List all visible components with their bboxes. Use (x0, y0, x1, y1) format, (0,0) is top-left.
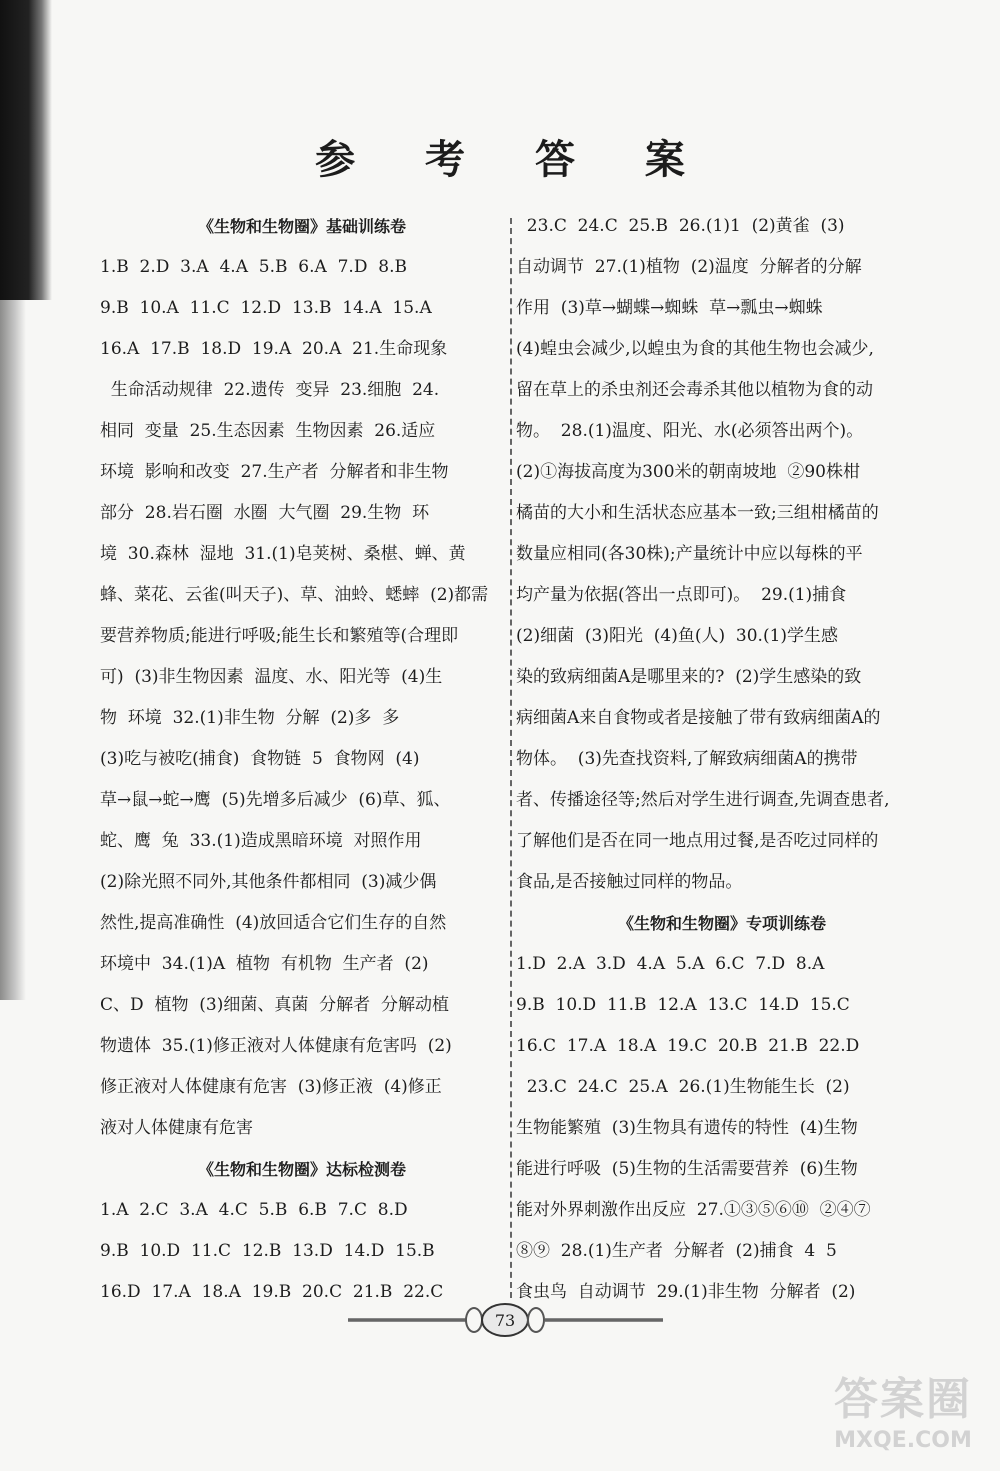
section-heading: 《生物和生物圈》专项训练卷 (617, 914, 826, 933)
left-line: 物遗体 35.(1)修正液对人体健康有危害吗 (2) (100, 1036, 452, 1056)
right-line: 留在草上的杀虫剂还会毒杀其他以植物为食的动 (516, 380, 873, 400)
right-line: 染的致病细菌A是哪里来的? (2)学生感染的致 (516, 667, 862, 687)
left-line: 液对人体健康有危害 (100, 1118, 253, 1138)
right-line: 生物能繁殖 (3)生物具有遗传的特性 (4)生物 (516, 1118, 858, 1138)
left-line: 要营养物质;能进行呼吸;能生长和繁殖等(合理即 (100, 626, 459, 646)
left-line: 部分 28.岩石圈 水圈 大气圈 29.生物 环 (100, 503, 430, 523)
left-line: 修正液对人体健康有危害 (3)修正液 (4)修正 (100, 1077, 442, 1097)
watermark-site: MXQE.COM (834, 1428, 972, 1453)
footer-rule-right (545, 1318, 663, 1322)
right-line: 16.C 17.A 18.A 19.C 20.B 21.B 22.D (516, 1036, 860, 1056)
left-line: 环境中 34.(1)A 植物 有机物 生产者 (2) (100, 954, 429, 974)
right-line: 橘苗的大小和生活状态应基本一致;三组柑橘苗的 (516, 503, 879, 523)
left-line: 物 环境 32.(1)非生物 分解 (2)多 多 (100, 708, 400, 728)
left-line: 环境 影响和改变 27.生产者 分解者和非生物 (100, 462, 449, 482)
footer-rule-left (348, 1318, 466, 1322)
ornament-right-icon (527, 1307, 545, 1333)
right-line: (2)细菌 (3)阳光 (4)鱼(人) 30.(1)学生感 (516, 626, 839, 646)
right-line: 均产量为依据(答出一点即可)。 29.(1)捕食 (516, 585, 847, 605)
right-line: 食品,是否接触过同样的物品。 (516, 872, 743, 892)
left-column (100, 206, 504, 1313)
right-line: 病细菌A来自食物或者是接触了带有致病细菌A的 (516, 708, 881, 728)
page-title: 参 考 答 案 (315, 136, 713, 183)
right-line: 23.C 24.C 25.B 26.(1)1 (2)黄雀 (3) (516, 216, 845, 236)
left-line: 然性,提高准确性 (4)放回适合它们生存的自然 (100, 913, 447, 933)
page-number-badge (465, 1302, 545, 1338)
right-line: 物体。 (3)先查找资料,了解致病细菌A的携带 (516, 749, 858, 769)
left-line: 16.A 17.B 18.D 19.A 20.A 21.生命现象 (100, 339, 448, 359)
right-line: 物。 28.(1)温度、阳光、水(必须答出两个)。 (516, 421, 864, 441)
right-line: 者、传播途径等;然后对学生进行调查,先调查患者, (516, 790, 890, 810)
left-line: (3)吃与被吃(捕食) 食物链 5 食物网 (4) (100, 749, 420, 769)
left-line: 9.B 10.A 11.C 12.D 13.B 14.A 15.A (100, 298, 432, 318)
binding-shadow-lower (0, 300, 26, 1000)
watermark-mark: 答案圈 (834, 1374, 972, 1425)
left-line: 相同 变量 25.生态因素 生物因素 26.适应 (100, 421, 436, 441)
section-heading: 《生物和生物圈》基础训练卷 (197, 217, 406, 236)
right-line: 9.B 10.D 11.B 12.A 13.C 14.D 15.C (516, 995, 850, 1015)
right-line: 作用 (3)草→蝴蝶→蜘蛛 草→瓢虫→蜘蛛 (516, 298, 823, 318)
left-line: 生命活动规律 22.遗传 变异 23.细胞 24. (100, 380, 440, 400)
right-line: 能进行呼吸 (5)生物的生活需要营养 (6)生物 (516, 1159, 858, 1179)
right-line: 1.D 2.A 3.D 4.A 5.A 6.C 7.D 8.A (516, 954, 825, 974)
right-line: 能对外界刺激作出反应 27.①③⑤⑥⑩ ②④⑦ (516, 1200, 871, 1220)
section-heading: 《生物和生物圈》达标检测卷 (197, 1160, 406, 1179)
right-line: ⑧⑨ 28.(1)生产者 分解者 (2)捕食 4 5 (516, 1241, 837, 1261)
right-line: 食虫鸟 自动调节 29.(1)非生物 分解者 (2) (516, 1282, 856, 1302)
left-line: 可) (3)非生物因素 温度、水、阳光等 (4)生 (100, 667, 443, 687)
left-line: 草→鼠→蛇→鹰 (5)先增多后减少 (6)草、狐、 (100, 790, 451, 810)
page-number: 73 (481, 1303, 529, 1337)
right-line: 了解他们是否在同一地点用过餐,是否吃过同样的 (516, 831, 879, 851)
left-line: 蜂、菜花、云雀(叫天子)、草、油蛉、蟋蟀 (2)都需 (100, 585, 489, 605)
left-line: 1.A 2.C 3.A 4.C 5.B 6.B 7.C 8.D (100, 1200, 408, 1220)
left-line: 9.B 10.D 11.C 12.B 13.D 14.D 15.B (100, 1241, 435, 1261)
left-line: 1.B 2.D 3.A 4.A 5.B 6.A 7.D 8.B (100, 257, 407, 277)
left-line: (2)除光照不同外,其他条件都相同 (3)减少偶 (100, 872, 437, 892)
column-divider (510, 218, 512, 1298)
right-line: (4)蝗虫会减少,以蝗虫为食的其他生物也会减少, (516, 339, 874, 359)
left-line: 境 30.森林 湿地 31.(1)皂荚树、桑椹、蝉、黄 (100, 544, 466, 564)
right-line: 自动调节 27.(1)植物 (2)温度 分解者的分解 (516, 257, 862, 277)
right-line: (2)①海拔高度为300米的朝南坡地 ②90株柑 (516, 462, 860, 482)
left-line: 蛇、鹰 兔 33.(1)造成黑暗环境 对照作用 (100, 831, 422, 851)
watermark-logo (818, 1372, 988, 1464)
right-line: 数量应相同(各30株);产量统计中应以每株的平 (516, 544, 863, 564)
right-column (516, 206, 928, 1313)
left-line: 16.D 17.A 18.A 19.B 20.C 21.B 22.C (100, 1282, 444, 1302)
right-line: 23.C 24.C 25.A 26.(1)生物能生长 (2) (516, 1077, 850, 1097)
left-line: C、D 植物 (3)细菌、真菌 分解者 分解动植 (100, 995, 449, 1015)
